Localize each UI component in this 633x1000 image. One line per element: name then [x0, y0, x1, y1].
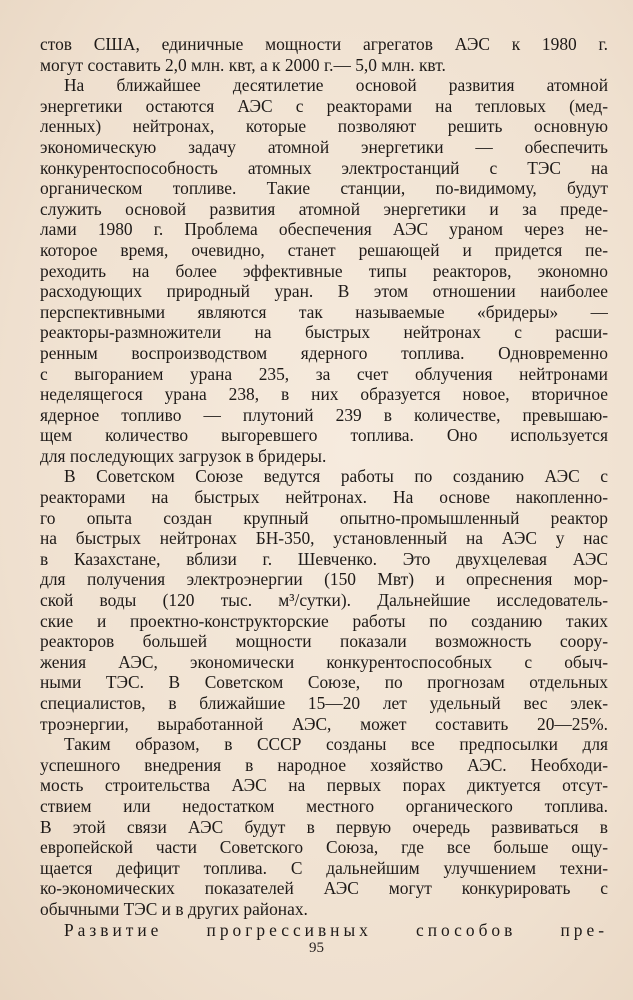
- text-line: специалистов, в ближайшие 15—20 лет удельный вес элек-: [40, 693, 608, 713]
- paragraph-start-line: Таким образом, в СССР созданы все предпосылки для: [64, 734, 608, 755]
- text-line: ленных) нейтронах, которые позволяют решить основную: [40, 116, 608, 137]
- text-line: троэнергии, выработанной АЭС, может составить 20—25%.: [40, 713, 608, 734]
- text-line: которое время, очевидно, станет решающей и придется пе-: [40, 239, 608, 260]
- text-line: го опыта создан крупный опытно-промышленный реактор: [40, 507, 608, 528]
- text-line: ядерное топливо — плутоний 239 в количестве, превышаю-: [40, 404, 608, 425]
- text-line: могут составить 2,0 млн. квт, а к 2000 г.— 5,0 млн. квт.: [40, 54, 446, 75]
- text-line: ской воды (120 тыс. м³/сутки). Дальнейшие исследователь-: [40, 590, 608, 611]
- text-line: экономическую задачу атомной энергетики — обеспечить: [40, 136, 608, 157]
- text-line: энергетики остаются АЭС с реакторами на тепловых (мед-: [40, 95, 608, 116]
- text-line: ренным воспроизводством ядерного топлива. Одновременно: [40, 342, 608, 363]
- text-line: стов США, единичные мощности агрегатов АЭС к 1980 г.: [40, 34, 608, 54]
- text-line: реакторами на быстрых нейтронах. На основе накопленно-: [40, 487, 608, 508]
- text-line: лами 1980 г. Проблема обеспечения АЭС ураном через не-: [40, 219, 608, 240]
- text-line: неделящегося урана 238, в них образуется новое, вторичное: [40, 384, 608, 405]
- paragraph-start-line: Развитие прогрессивных способов пре-: [64, 919, 608, 940]
- text-line: служить основой развития атомной энергетики и за преде-: [40, 198, 608, 219]
- text-line: с выгоранием урана 235, за счет облучения нейтронами: [40, 363, 608, 384]
- text-line: европейской части Советского Союза, где все больше ощу-: [40, 837, 608, 858]
- text-line: расходующих природный уран. В этом отношении наиболее: [40, 281, 608, 302]
- text-line: ными ТЭС. В Советском Союзе, по прогнозам отдельных: [40, 672, 608, 693]
- text-line: в Казахстане, вблизи г. Шевченко. Это двухцелевая АЭС: [40, 548, 608, 569]
- paragraph-start-line: На ближайшее десятилетие основой развития атомной: [64, 75, 608, 96]
- text-line: конкурентоспособность атомных электростанций с ТЭС на: [40, 157, 608, 178]
- text-line: ские и проектно-конструкторские работы по созданию таких: [40, 610, 608, 631]
- body-text: [40, 34, 608, 940]
- text-line: щем количество выгоревшего топлива. Оно используется: [40, 425, 608, 446]
- text-line: обычными ТЭС и в других районах.: [40, 898, 308, 919]
- text-line: щается дефицит топлива. С дальнейшим улучшением техни-: [40, 857, 608, 878]
- paragraph-start-line: В Советском Союзе ведутся работы по созданию АЭС с: [64, 466, 608, 487]
- text-line: на быстрых нейтронах БН-350, установленный на АЭС у нас: [40, 528, 608, 549]
- text-line: В этой связи АЭС будут в первую очередь развиваться в: [40, 816, 608, 837]
- text-line: перспективными являются так называемые «бридеры» —: [40, 301, 608, 322]
- text-line: ствием или недостатком местного органического топлива.: [40, 795, 608, 816]
- text-line: жения АЭС, экономически конкурентоспособных с обыч-: [40, 651, 608, 672]
- text-line: ко-экономических показателей АЭС могут конкурировать с: [40, 878, 608, 899]
- text-line: для получения электроэнергии (150 Мвт) и опреснения мор-: [40, 569, 608, 590]
- text-line: для последующих загрузок в бридеры.: [40, 445, 327, 466]
- text-line: мость строительства АЭС на первых порах диктуется отсут-: [40, 775, 608, 796]
- text-line: реходить на более эффективные типы реакторов, экономно: [40, 260, 608, 281]
- text-line: органическом топливе. Такие станции, по-видимому, будут: [40, 178, 608, 199]
- page-number: 95: [309, 940, 324, 956]
- text-line: успешного внедрения в народное хозяйство АЭС. Необходи-: [40, 754, 608, 775]
- text-line: реакторы-размножители на быстрых нейтронах с расши-: [40, 322, 608, 343]
- text-line: реакторов большей мощности показали возможность соору-: [40, 631, 608, 652]
